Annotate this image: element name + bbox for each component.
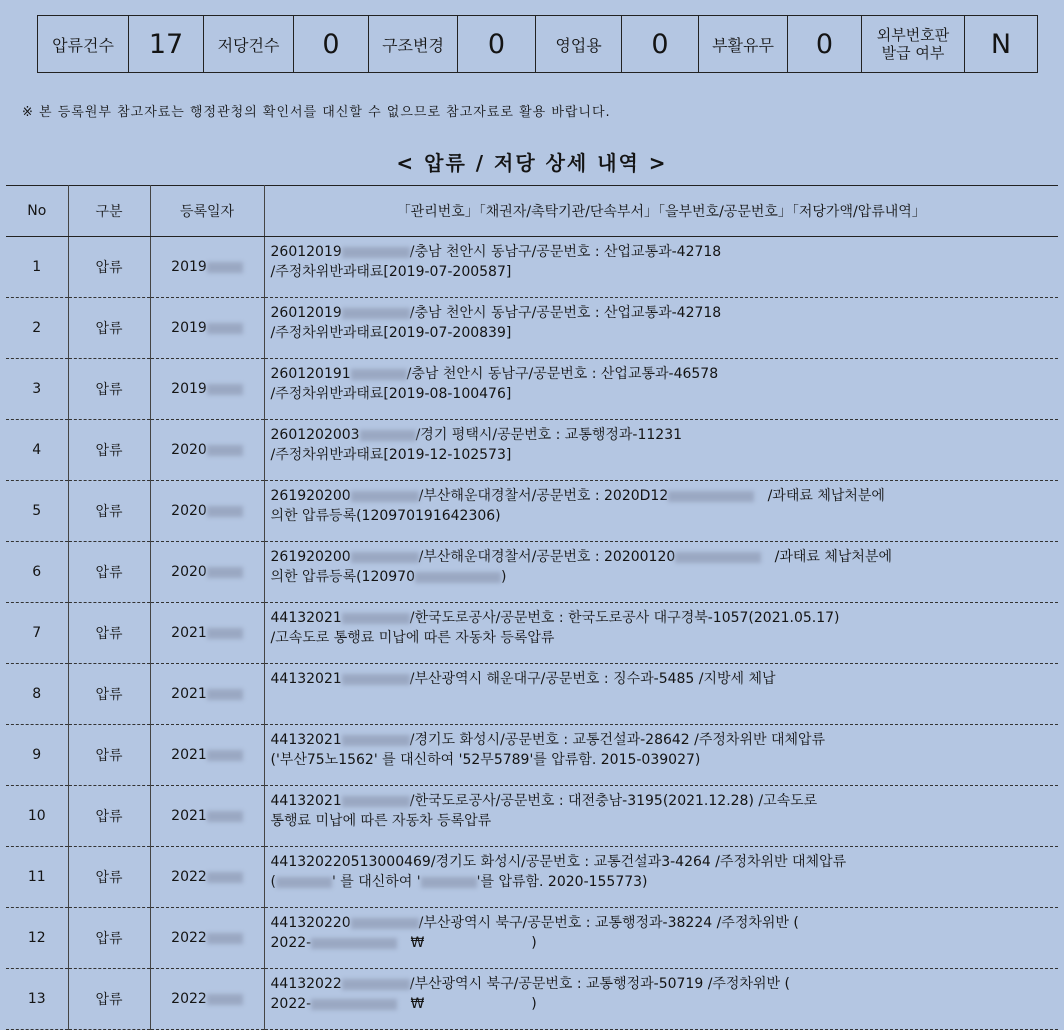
table-row xyxy=(6,359,1058,420)
row-details: 26012019 /충남 천안시 동남구/공문번호 : 산업교통과-42718 /주정차위반과태료[2019-07-200839] xyxy=(264,298,1058,359)
row-details: 261920200 /부산해운대경찰서/공문번호 : 20200120 /과태료 체납처분에 의한 압류등록(120970 ) xyxy=(264,542,1058,603)
row-type: 압류 xyxy=(68,969,150,1030)
notice-text: ※ 본 등록원부 참고자료는 행정관청의 확인서를 대신할 수 없으므로 참고자료로 활용 바랍니다. xyxy=(22,105,611,120)
row-date: 2021 xyxy=(150,786,264,847)
summary-label-external-plate-line2: 발급 여부 xyxy=(881,44,945,62)
row-type: 압류 xyxy=(68,359,150,420)
row-date: 2021 xyxy=(150,603,264,664)
row-type: 압류 xyxy=(68,237,150,298)
row-type: 압류 xyxy=(68,542,150,603)
row-date: 2020 xyxy=(150,481,264,542)
row-type: 압류 xyxy=(68,420,150,481)
row-date: 2021 xyxy=(150,664,264,725)
row-details: 26012019 /충남 천안시 동남구/공문번호 : 산업교통과-42718 /주정차위반과태료[2019-07-200587] xyxy=(264,237,1058,298)
column-header-date: 등록일자 xyxy=(150,186,264,237)
row-no: 7 xyxy=(6,603,68,664)
summary-value-commercial: 0 xyxy=(622,16,699,72)
row-details: 261920200 /부산해운대경찰서/공문번호 : 2020D12 /과태료 체납처분에 의한 압류등록(120970191642306) xyxy=(264,481,1058,542)
row-details: 44132022 /부산광역시 북구/공문번호 : 교통행정과-50719 /주정차위반 ( 2022- ₩ ) xyxy=(264,969,1058,1030)
row-date: 2020 xyxy=(150,542,264,603)
row-type: 압류 xyxy=(68,725,150,786)
column-header-details: 「관리번호」「채권자/촉탁기관/단속부서」「을부번호/공문번호」「저당가액/압류내역」 xyxy=(264,186,1058,237)
table-row xyxy=(6,603,1058,664)
table-row xyxy=(6,542,1058,603)
row-no: 11 xyxy=(6,847,68,908)
row-date: 2019 xyxy=(150,359,264,420)
column-header-type: 구분 xyxy=(68,186,150,237)
table-row xyxy=(6,725,1058,786)
row-type: 압류 xyxy=(68,603,150,664)
row-details: 44132021 /부산광역시 해운대구/공문번호 : 징수과-5485 /지방세 체납 xyxy=(264,664,1058,725)
row-no: 13 xyxy=(6,969,68,1030)
row-type: 압류 xyxy=(68,847,150,908)
summary-label-seizure-count: 압류건수 xyxy=(38,16,129,72)
row-details: 44132021 /경기도 화성시/공문번호 : 교통건설과-28642 /주정차위반 대체압류 ('부산75노1562' 를 대신하여 '52무5789'를 압류함. 2015-039027) xyxy=(264,725,1058,786)
row-date: 2021 xyxy=(150,725,264,786)
table-row xyxy=(6,847,1058,908)
table-row xyxy=(6,786,1058,847)
summary-label-commercial: 영업용 xyxy=(536,16,622,72)
table-row xyxy=(6,420,1058,481)
row-date: 2022 xyxy=(150,847,264,908)
row-no: 4 xyxy=(6,420,68,481)
table-row xyxy=(6,664,1058,725)
row-no: 10 xyxy=(6,786,68,847)
summary-value-structure-change: 0 xyxy=(458,16,536,72)
row-details: 260120191 /충남 천안시 동남구/공문번호 : 산업교통과-46578 /주정차위반과태료[2019-08-100476] xyxy=(264,359,1058,420)
row-no: 5 xyxy=(6,481,68,542)
row-type: 압류 xyxy=(68,298,150,359)
row-type: 압류 xyxy=(68,786,150,847)
row-date: 2022 xyxy=(150,969,264,1030)
row-details: 441320220 /부산광역시 북구/공문번호 : 교통행정과-38224 /주정차위반 ( 2022- ₩ ) xyxy=(264,908,1058,969)
seizure-detail-table xyxy=(6,185,1058,1030)
table-row xyxy=(6,237,1058,298)
summary-value-external-plate: N xyxy=(990,28,1012,60)
row-date: 2019 xyxy=(150,237,264,298)
row-details: 441320220513000469/경기도 화성시/공문번호 : 교통건설과3-4264 /주정차위반 대체압류 ( ' 를 대신하여 ' '를 압류함. 2020-155773) xyxy=(264,847,1058,908)
summary-label-mortgage-count: 저당건수 xyxy=(204,16,294,72)
table-row xyxy=(6,908,1058,969)
summary-value-seizure-count: 17 xyxy=(129,16,204,72)
summary-value-mortgage-count: 0 xyxy=(294,16,369,72)
row-type: 압류 xyxy=(68,664,150,725)
row-date: 2019 xyxy=(150,298,264,359)
table-row xyxy=(6,969,1058,1030)
summary-value-revival: 0 xyxy=(788,16,862,72)
table-row xyxy=(6,481,1058,542)
row-date: 2022 xyxy=(150,908,264,969)
row-no: 12 xyxy=(6,908,68,969)
row-no: 2 xyxy=(6,298,68,359)
column-header-no: No xyxy=(6,186,68,237)
row-no: 8 xyxy=(6,664,68,725)
row-details: 44132021 /한국도로공사/공문번호 : 한국도로공사 대구경북-1057(2021.05.17) /고속도로 통행료 미납에 따른 자동차 등록압류 xyxy=(264,603,1058,664)
row-date: 2020 xyxy=(150,420,264,481)
summary-label-external-plate-line1: 외부번호판 xyxy=(876,26,950,44)
summary-label-revival: 부활유무 xyxy=(699,16,788,72)
row-details: 44132021 /한국도로공사/공문번호 : 대전충남-3195(2021.12.28) /고속도로 통행료 미납에 따른 자동차 등록압류 xyxy=(264,786,1058,847)
section-title: < 압류 / 저당 상세 내역 > xyxy=(396,151,668,175)
summary-table xyxy=(37,15,1038,73)
row-details: 2601202003 /경기 평택시/공문번호 : 교통행정과-11231 /주정차위반과태료[2019-12-102573] xyxy=(264,420,1058,481)
row-type: 압류 xyxy=(68,908,150,969)
row-no: 6 xyxy=(6,542,68,603)
table-header-row xyxy=(6,186,1058,237)
summary-label-structure-change: 구조변경 xyxy=(369,16,458,72)
row-type: 압류 xyxy=(68,481,150,542)
row-no: 3 xyxy=(6,359,68,420)
table-row xyxy=(6,298,1058,359)
row-no: 1 xyxy=(6,237,68,298)
summary-label-external-plate xyxy=(862,16,965,72)
row-no: 9 xyxy=(6,725,68,786)
